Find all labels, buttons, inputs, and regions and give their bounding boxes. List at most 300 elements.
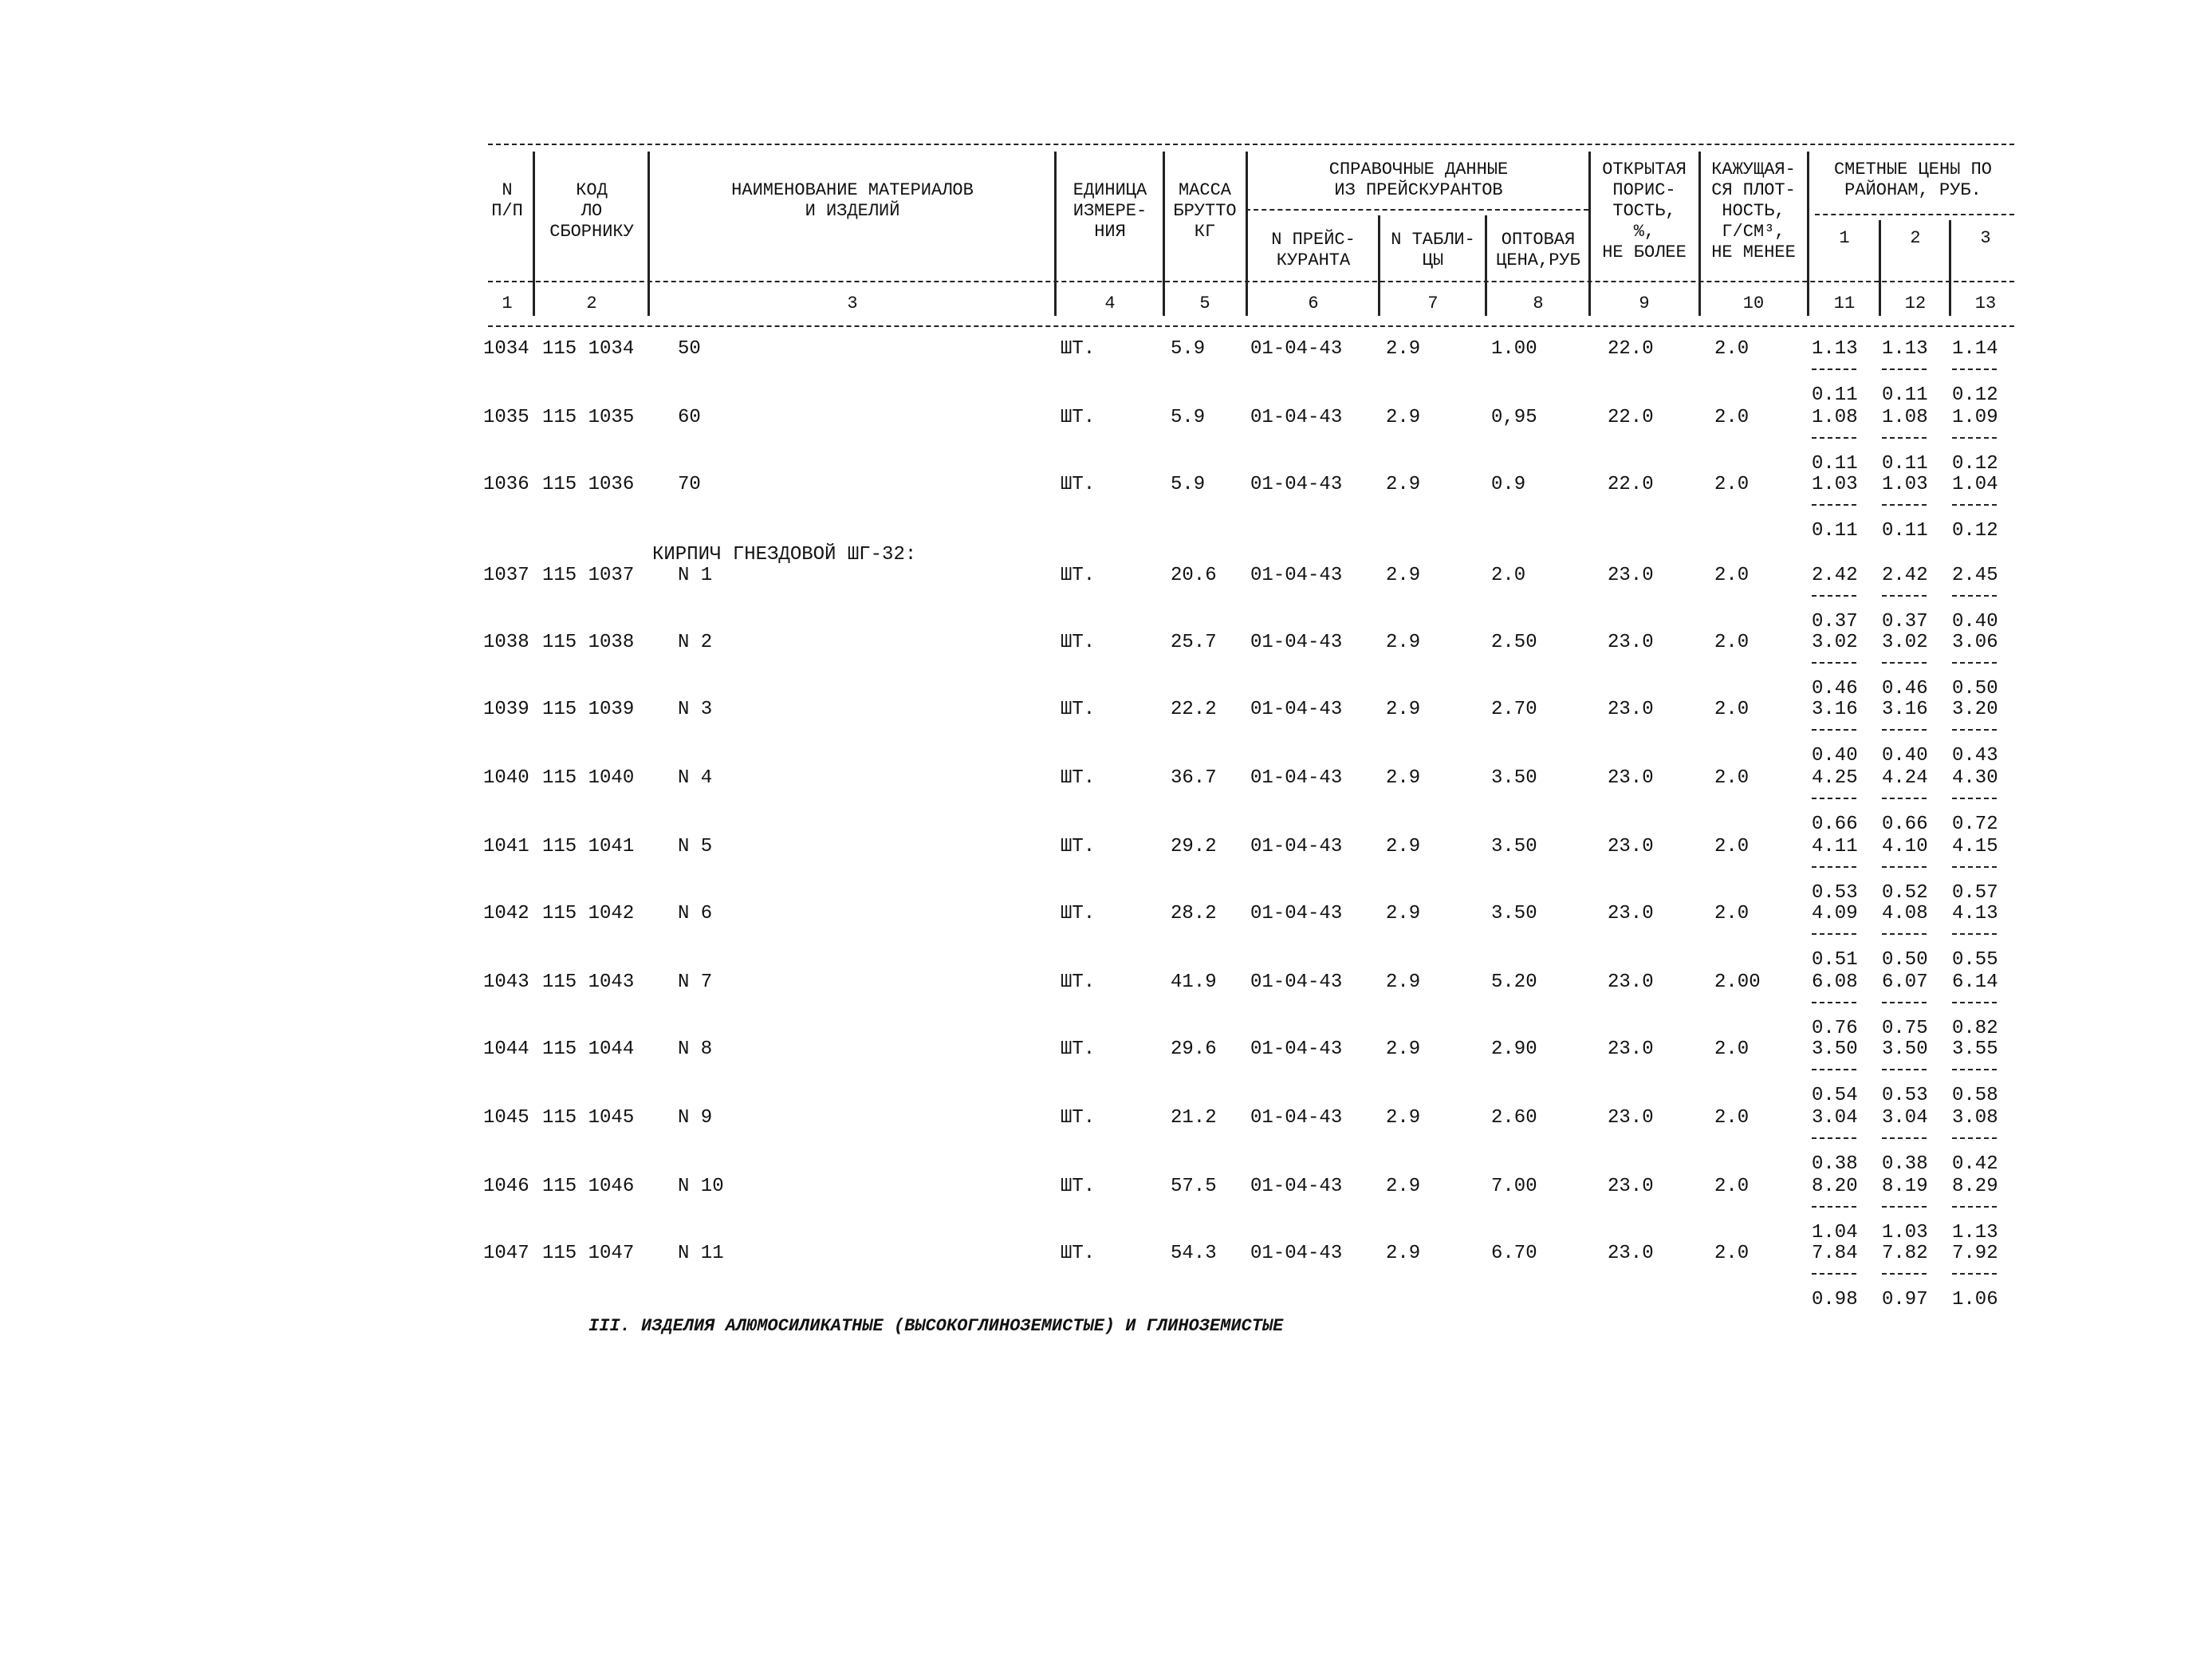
header-col1: [483, 180, 531, 222]
cell-unit: ШТ.: [1061, 1176, 1096, 1197]
header-text: ЛО: [581, 201, 603, 221]
cell-n: 1040: [483, 767, 529, 789]
fraction-rule: [1812, 798, 1856, 799]
cell-tab: 2.9: [1386, 632, 1421, 653]
cell-code: 115 1044: [542, 1038, 635, 1060]
cell-pr: 01-04-43: [1250, 699, 1343, 720]
cell-pr: 01-04-43: [1250, 632, 1343, 653]
header-sep: [1246, 152, 1248, 316]
fraction-rule: [1882, 1273, 1927, 1275]
colnum-4: 4: [1104, 294, 1116, 313]
cell-price-labor-region-3: 0.42: [1952, 1153, 1998, 1175]
cell-price-labor-region-1: 0.66: [1812, 814, 1858, 835]
cell-code: 115 1047: [542, 1243, 635, 1264]
cell-mass: 36.7: [1171, 767, 1217, 789]
cell-price-labor-region-3: 0.12: [1952, 384, 1998, 406]
fraction-rule: [1882, 1069, 1927, 1070]
cell-mass: 29.6: [1171, 1038, 1217, 1060]
cell-price-region-3: 1.14: [1952, 338, 1998, 360]
header-mid-rule: [488, 281, 2014, 282]
cell-name: N 6: [678, 903, 713, 924]
cell-pr: 01-04-43: [1250, 1038, 1343, 1060]
cell-pr: 01-04-43: [1250, 767, 1343, 789]
cell-unit: ШТ.: [1061, 565, 1096, 586]
cell-price-labor-region-1: 0.51: [1812, 949, 1858, 971]
cell-name: N 2: [678, 632, 713, 653]
header-text: ИЗМЕРЕ-: [1073, 201, 1147, 221]
fraction-rule: [1882, 504, 1927, 506]
cell-price: 2.60: [1491, 1107, 1537, 1129]
cell-pr: 01-04-43: [1250, 474, 1343, 495]
cell-price-labor-region-2: 0.11: [1882, 384, 1928, 406]
cell-n: 1037: [483, 565, 529, 586]
fraction-rule: [1882, 1002, 1927, 1003]
cell-unit: ШТ.: [1061, 699, 1096, 720]
cell-price-labor-region-1: 1.04: [1812, 1222, 1858, 1243]
cell-por: 23.0: [1608, 903, 1654, 924]
cell-price-region-3: 3.08: [1952, 1107, 1998, 1129]
header-sep: [1054, 152, 1057, 316]
header-text: МАССА: [1178, 180, 1231, 200]
cell-n: 1042: [483, 903, 529, 924]
cell-por: 23.0: [1608, 767, 1654, 789]
fraction-rule: [1882, 798, 1927, 799]
fraction-rule: [1812, 866, 1856, 868]
header-text: СЯ ПЛОТ-: [1711, 180, 1796, 200]
header-text: ПОРИС-: [1612, 180, 1676, 200]
cell-code: 115 1035: [542, 407, 635, 428]
cell-pr: 01-04-43: [1250, 565, 1343, 586]
cell-n: 1036: [483, 474, 529, 495]
cell-price-region-3: 3.06: [1952, 632, 1998, 653]
cell-dens: 2.0: [1714, 1107, 1750, 1129]
cell-n: 1035: [483, 407, 529, 428]
cell-dens: 2.0: [1714, 767, 1750, 789]
cell-pr: 01-04-43: [1250, 338, 1343, 360]
fraction-rule: [1882, 662, 1927, 664]
cell-code: 115 1046: [542, 1176, 635, 1197]
colnum-11: 11: [1833, 294, 1856, 313]
cell-por: 23.0: [1608, 1243, 1654, 1264]
cell-por: 23.0: [1608, 632, 1654, 653]
cell-price-region-3: 1.09: [1952, 407, 1998, 428]
header-prices-group: [1812, 160, 2014, 201]
cell-unit: ШТ.: [1061, 632, 1096, 653]
cell-name: N 1: [678, 565, 713, 586]
header-ref-group: [1249, 160, 1588, 201]
header-text: ОПТОВАЯ: [1501, 230, 1576, 250]
header-sep: [533, 152, 535, 316]
fraction-rule: [1952, 1069, 1997, 1070]
section-footer: III. ИЗДЕЛИЯ АЛЮМОСИЛИКАТНЫЕ (ВЫСОКОГЛИНОЗЕМИСТЫЕ) И ГЛИНОЗЕМИСТЫЕ: [588, 1316, 1284, 1336]
header-text: НИЯ: [1094, 222, 1126, 242]
header-region-2: 2: [1910, 228, 1921, 248]
fraction-rule: [1952, 595, 1997, 597]
cell-code: 115 1038: [542, 632, 635, 653]
header-text: СПРАВОЧНЫЕ ДАННЫЕ: [1328, 160, 1509, 179]
header-col8: [1488, 230, 1588, 271]
fraction-rule: [1952, 368, 1997, 370]
cell-tab: 2.9: [1386, 565, 1421, 586]
cell-price-labor-region-3: 0.40: [1952, 611, 1998, 633]
cell-price-region-3: 4.13: [1952, 903, 1998, 924]
cell-price-labor-region-2: 0.11: [1882, 520, 1928, 542]
cell-tab: 2.9: [1386, 836, 1421, 857]
header-text: И ИЗДЕЛИЙ: [805, 201, 900, 221]
header-text: %,: [1633, 222, 1655, 242]
cell-mass: 20.6: [1171, 565, 1217, 586]
header-text: ОТКРЫТАЯ: [1602, 160, 1687, 179]
cell-price-region-1: 7.84: [1812, 1243, 1858, 1264]
cell-price-labor-region-3: 0.72: [1952, 814, 1998, 835]
cell-price: 3.50: [1491, 836, 1537, 857]
cell-price-region-2: 1.03: [1882, 474, 1928, 495]
cell-price: 3.50: [1491, 767, 1537, 789]
cell-price-labor-region-2: 0.50: [1882, 949, 1928, 971]
fraction-rule: [1812, 933, 1856, 935]
cell-dens: 2.0: [1714, 407, 1750, 428]
cell-por: 22.0: [1608, 474, 1654, 495]
cell-price-region-1: 4.09: [1812, 903, 1858, 924]
fraction-rule: [1952, 1273, 1997, 1275]
cell-price: 3.50: [1491, 903, 1537, 924]
cell-price-labor-region-3: 0.55: [1952, 949, 1998, 971]
cell-dens: 2.0: [1714, 474, 1750, 495]
cell-price-region-1: 3.02: [1812, 632, 1858, 653]
cell-price-region-2: 1.13: [1882, 338, 1928, 360]
cell-n: 1045: [483, 1107, 529, 1129]
header-col10: [1700, 160, 1807, 263]
price-group-rule: [1815, 214, 2014, 215]
fraction-rule: [1952, 662, 1997, 664]
fraction-rule: [1812, 437, 1856, 439]
cell-n: 1046: [483, 1176, 529, 1197]
header-text: НАИМЕНОВАНИЕ МАТЕРИАЛОВ: [731, 180, 974, 200]
cell-name: N 4: [678, 767, 713, 789]
cell-unit: ШТ.: [1061, 474, 1096, 495]
cell-price-labor-region-1: 0.54: [1812, 1085, 1858, 1106]
cell-price-labor-region-1: 0.46: [1812, 678, 1858, 700]
fraction-rule: [1812, 504, 1856, 506]
fraction-rule: [1882, 437, 1927, 439]
cell-price-region-3: 7.92: [1952, 1243, 1998, 1264]
header-sep: [1378, 215, 1380, 316]
cell-price-region-3: 6.14: [1952, 971, 1998, 993]
cell-tab: 2.9: [1386, 1107, 1421, 1129]
cell-price-region-1: 1.03: [1812, 474, 1858, 495]
header-text: БРУТТО: [1173, 201, 1237, 221]
cell-n: 1044: [483, 1038, 529, 1060]
header-col7: [1381, 230, 1485, 271]
cell-price: 5.20: [1491, 971, 1537, 993]
cell-price: 2.90: [1491, 1038, 1537, 1060]
cell-name: N 7: [678, 971, 713, 993]
cell-price-labor-region-2: 0.37: [1882, 611, 1928, 633]
cell-name: N 11: [678, 1243, 724, 1264]
cell-code: 115 1037: [542, 565, 635, 586]
fraction-rule: [1812, 1137, 1856, 1139]
cell-pr: 01-04-43: [1250, 971, 1343, 993]
cell-mass: 29.2: [1171, 836, 1217, 857]
cell-por: 23.0: [1608, 1176, 1654, 1197]
fraction-rule: [1952, 504, 1997, 506]
cell-tab: 2.9: [1386, 1243, 1421, 1264]
cell-price-region-2: 1.08: [1882, 407, 1928, 428]
header-col5: [1164, 180, 1246, 242]
header-text: НОСТЬ,: [1722, 201, 1785, 221]
cell-price-region-2: 3.16: [1882, 699, 1928, 720]
cell-unit: ШТ.: [1061, 903, 1096, 924]
cell-price-region-1: 3.16: [1812, 699, 1858, 720]
colnum-10: 10: [1742, 294, 1765, 313]
cell-pr: 01-04-43: [1250, 407, 1343, 428]
cell-code: 115 1043: [542, 971, 635, 993]
cell-price-labor-region-3: 1.13: [1952, 1222, 1998, 1243]
cell-unit: ШТ.: [1061, 836, 1096, 857]
cell-pr: 01-04-43: [1250, 836, 1343, 857]
cell-name: N 5: [678, 836, 713, 857]
cell-por: 23.0: [1608, 565, 1654, 586]
cell-pr: 01-04-43: [1250, 903, 1343, 924]
fraction-rule: [1952, 437, 1997, 439]
cell-dens: 2.0: [1714, 1243, 1750, 1264]
cell-code: 115 1036: [542, 474, 635, 495]
cell-por: 23.0: [1608, 836, 1654, 857]
cell-price-region-2: 4.10: [1882, 836, 1928, 857]
fraction-rule: [1812, 1206, 1856, 1208]
cell-price-labor-region-1: 0.11: [1812, 520, 1858, 542]
cell-code: 115 1041: [542, 836, 635, 857]
cell-tab: 2.9: [1386, 407, 1421, 428]
cell-dens: 2.0: [1714, 1038, 1750, 1060]
cell-price-region-1: 3.04: [1812, 1107, 1858, 1129]
fraction-rule: [1882, 1137, 1927, 1139]
header-region-3: 3: [1980, 228, 1991, 248]
cell-price-region-2: 7.82: [1882, 1243, 1928, 1264]
cell-price-labor-region-1: 0.40: [1812, 745, 1858, 767]
cell-price-labor-region-1: 0.37: [1812, 611, 1858, 633]
fraction-rule: [1952, 798, 1997, 799]
cell-price-region-3: 4.30: [1952, 767, 1998, 789]
cell-mass: 28.2: [1171, 903, 1217, 924]
fraction-rule: [1812, 662, 1856, 664]
fraction-rule: [1812, 368, 1856, 370]
header-col9: [1590, 160, 1698, 263]
cell-price-region-1: 4.25: [1812, 767, 1858, 789]
group-title: КИРПИЧ ГНЕЗДОВОЙ ШГ-32:: [652, 544, 917, 566]
cell-price-labor-region-2: 0.38: [1882, 1153, 1928, 1175]
colnum-9: 9: [1639, 294, 1650, 313]
cell-price-region-2: 4.08: [1882, 903, 1928, 924]
cell-unit: ШТ.: [1061, 1107, 1096, 1129]
cell-price-labor-region-2: 0.52: [1882, 882, 1928, 904]
cell-dens: 2.0: [1714, 836, 1750, 857]
header-text: ЦЕНА,РУБ: [1496, 250, 1580, 270]
cell-price: 0,95: [1491, 407, 1537, 428]
cell-unit: ШТ.: [1061, 1038, 1096, 1060]
fraction-rule: [1882, 368, 1927, 370]
header-text: СМЕТНЫЕ ЦЕНЫ ПО: [1833, 160, 1993, 179]
cell-price-region-1: 2.42: [1812, 565, 1858, 586]
cell-price-region-3: 1.04: [1952, 474, 1998, 495]
cell-price-region-1: 1.08: [1812, 407, 1858, 428]
fraction-rule: [1882, 595, 1927, 597]
fraction-rule: [1812, 729, 1856, 731]
colnum-7: 7: [1427, 294, 1439, 313]
fraction-rule: [1952, 729, 1997, 731]
cell-tab: 2.9: [1386, 474, 1421, 495]
header-col3: [651, 180, 1054, 222]
cell-tab: 2.9: [1386, 971, 1421, 993]
header-text: ЦЫ: [1422, 250, 1444, 270]
header-text: СБОРНИКУ: [549, 222, 634, 242]
cell-unit: ШТ.: [1061, 1243, 1096, 1264]
cell-dens: 2.0: [1714, 903, 1750, 924]
cell-price-labor-region-1: 0.76: [1812, 1018, 1858, 1039]
cell-price-labor-region-3: 0.12: [1952, 520, 1998, 542]
cell-price-region-1: 1.13: [1812, 338, 1858, 360]
cell-price-labor-region-2: 0.11: [1882, 453, 1928, 475]
header-text: КАЖУЩАЯ-: [1711, 160, 1796, 179]
header-text: N ТАБЛИ-: [1391, 230, 1475, 250]
header-text: Г/СМ³,: [1722, 222, 1785, 242]
colnum-5: 5: [1199, 294, 1210, 313]
cell-price-region-2: 4.24: [1882, 767, 1928, 789]
cell-code: 115 1045: [542, 1107, 635, 1129]
cell-pr: 01-04-43: [1250, 1243, 1343, 1264]
cell-por: 23.0: [1608, 699, 1654, 720]
header-text: ЕДИНИЦА: [1073, 180, 1147, 200]
cell-price-region-2: 3.04: [1882, 1107, 1928, 1129]
cell-name: N 10: [678, 1176, 724, 1197]
cell-unit: ШТ.: [1061, 767, 1096, 789]
cell-name: 60: [678, 407, 701, 428]
cell-dens: 2.0: [1714, 565, 1750, 586]
cell-mass: 41.9: [1171, 971, 1217, 993]
fraction-rule: [1882, 1206, 1927, 1208]
cell-price-labor-region-2: 0.75: [1882, 1018, 1928, 1039]
cell-price-labor-region-3: 0.12: [1952, 453, 1998, 475]
cell-price-region-2: 2.42: [1882, 565, 1928, 586]
cell-n: 1038: [483, 632, 529, 653]
cell-price-region-2: 8.19: [1882, 1176, 1928, 1197]
cell-price: 7.00: [1491, 1176, 1537, 1197]
cell-unit: ШТ.: [1061, 971, 1096, 993]
header-sep: [1949, 220, 1951, 316]
cell-code: 115 1034: [542, 338, 635, 360]
header-col6: [1249, 230, 1378, 271]
fraction-rule: [1812, 1273, 1856, 1275]
header-text: РАЙОНАМ, РУБ.: [1844, 180, 1982, 200]
header-text: НЕ БОЛЕЕ: [1602, 242, 1687, 262]
fraction-rule: [1952, 866, 1997, 868]
header-region-1: 1: [1839, 228, 1850, 248]
fraction-rule: [1952, 1137, 1997, 1139]
header-text: ТОСТЬ,: [1612, 201, 1676, 221]
colnum-1: 1: [502, 294, 513, 313]
header-sep: [1807, 152, 1809, 316]
cell-n: 1034: [483, 338, 529, 360]
cell-unit: ШТ.: [1061, 338, 1096, 360]
cell-price-labor-region-1: 0.38: [1812, 1153, 1858, 1175]
cell-price-region-1: 3.50: [1812, 1038, 1858, 1060]
cell-n: 1047: [483, 1243, 529, 1264]
header-col4: [1057, 180, 1163, 242]
cell-price: 2.50: [1491, 632, 1537, 653]
colnum-2: 2: [586, 294, 597, 313]
header-text: П/П: [491, 201, 523, 221]
cell-name: 70: [678, 474, 701, 495]
header-sep: [1485, 215, 1487, 316]
cell-tab: 2.9: [1386, 1038, 1421, 1060]
header-text: КГ: [1194, 222, 1216, 242]
fraction-rule: [1812, 1069, 1856, 1070]
cell-dens: 2.00: [1714, 971, 1761, 993]
cell-pr: 01-04-43: [1250, 1107, 1343, 1129]
cell-mass: 5.9: [1171, 338, 1206, 360]
cell-price-region-1: 4.11: [1812, 836, 1858, 857]
cell-price-labor-region-1: 0.98: [1812, 1289, 1858, 1310]
ref-group-rule: [1246, 209, 1588, 211]
cell-code: 115 1039: [542, 699, 635, 720]
cell-dens: 2.0: [1714, 1176, 1750, 1197]
cell-price-region-3: 8.29: [1952, 1176, 1998, 1197]
cell-price: 1.00: [1491, 338, 1537, 360]
header-text: N: [502, 180, 513, 200]
cell-price: 6.70: [1491, 1243, 1537, 1264]
cell-price-region-2: 3.02: [1882, 632, 1928, 653]
fraction-rule: [1952, 1206, 1997, 1208]
cell-mass: 25.7: [1171, 632, 1217, 653]
fraction-rule: [1952, 1002, 1997, 1003]
cell-code: 115 1040: [542, 767, 635, 789]
header-sep: [1879, 220, 1881, 316]
cell-n: 1041: [483, 836, 529, 857]
cell-price-labor-region-2: 1.03: [1882, 1222, 1928, 1243]
colnum-8: 8: [1533, 294, 1544, 313]
cell-price: 0.9: [1491, 474, 1526, 495]
header-text: N ПРЕЙС-: [1271, 230, 1356, 250]
colnum-3: 3: [847, 294, 858, 313]
fraction-rule: [1812, 1002, 1856, 1003]
fraction-rule: [1882, 729, 1927, 731]
cell-price-labor-region-2: 0.53: [1882, 1085, 1928, 1106]
cell-por: 23.0: [1608, 1107, 1654, 1129]
cell-dens: 2.0: [1714, 632, 1750, 653]
cell-price-labor-region-3: 0.82: [1952, 1018, 1998, 1039]
header-text: ИЗ ПРЕЙСКУРАНТОВ: [1334, 180, 1503, 200]
cell-dens: 2.0: [1714, 338, 1750, 360]
cell-n: 1039: [483, 699, 529, 720]
header-bottom-rule: [488, 325, 2014, 327]
cell-price-labor-region-3: 0.58: [1952, 1085, 1998, 1106]
cell-price-region-3: 3.55: [1952, 1038, 1998, 1060]
cell-price-labor-region-2: 0.66: [1882, 814, 1928, 835]
cell-tab: 2.9: [1386, 699, 1421, 720]
cell-name: N 9: [678, 1107, 713, 1129]
cell-price: 2.0: [1491, 565, 1526, 586]
cell-price-region-1: 8.20: [1812, 1176, 1858, 1197]
cell-price-labor-region-1: 0.11: [1812, 453, 1858, 475]
colnum-12: 12: [1904, 294, 1927, 313]
fraction-rule: [1952, 933, 1997, 935]
cell-tab: 2.9: [1386, 1176, 1421, 1197]
cell-price-region-2: 6.07: [1882, 971, 1928, 993]
cell-price-region-2: 3.50: [1882, 1038, 1928, 1060]
fraction-rule: [1882, 933, 1927, 935]
header-text: НЕ МЕНЕЕ: [1711, 242, 1796, 262]
cell-price-region-3: 2.45: [1952, 565, 1998, 586]
